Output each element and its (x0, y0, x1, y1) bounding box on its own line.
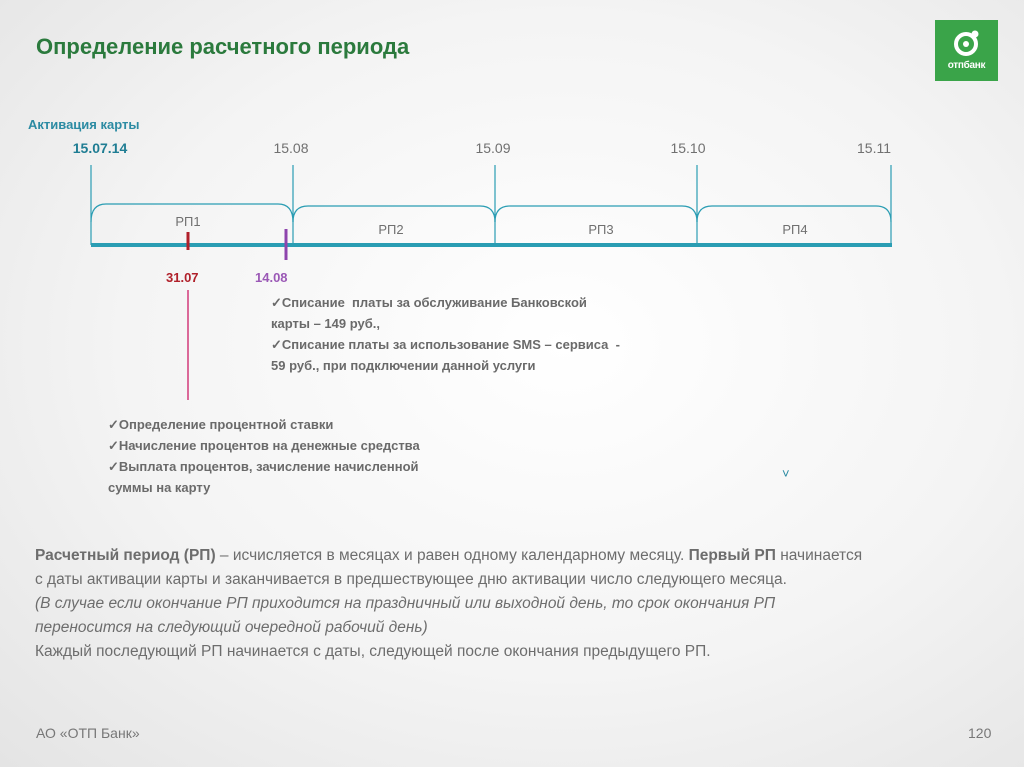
fees-list (271, 292, 620, 376)
list-item: ✓Определение процентной ставки (108, 417, 334, 432)
brace-rp4 (697, 206, 891, 222)
paragraph-text: – исчисляется в месяцах и равен одному календарному месяцу. (215, 547, 689, 564)
list-item: карты – 149 руб., (271, 316, 380, 331)
period-rp2: РП2 (378, 222, 404, 237)
list-item: 59 руб., при подключении данной услуги (271, 358, 536, 373)
brace-rp2 (293, 206, 495, 222)
list-item: ✓Списание платы за обслуживание Банковской (271, 295, 587, 310)
paragraph-line-5: Каждый последующий РП начинается с даты, следующей после окончания предыдущего РП. (35, 643, 711, 660)
paragraph-note: (В случае если окончание РП приходится на праздничный или выходной день, то срок окончания РП (35, 595, 776, 612)
logo-text: отпбанк (947, 60, 986, 71)
definition-paragraph (35, 544, 995, 664)
term-rp: Расчетный период (РП) (35, 547, 216, 564)
date-activation: 15.07.14 (72, 140, 128, 156)
period-rp3: РП3 (588, 222, 614, 237)
activation-label: Активация карты (28, 117, 140, 132)
brace-rp3 (495, 206, 697, 222)
date-15-10: 15.10 (670, 140, 706, 156)
paragraph-line-4 (35, 616, 995, 640)
footer-company: АО «ОТП Банк» (36, 725, 140, 741)
interest-list (108, 414, 420, 498)
paragraph-line-1 (35, 544, 995, 568)
date-15-09: 15.09 (475, 140, 511, 156)
date-15-08: 15.08 (273, 140, 309, 156)
paragraph-text: начинается (775, 547, 863, 564)
term-first-rp: Первый РП (688, 547, 776, 564)
list-item: суммы на карту (108, 480, 211, 495)
date-15-11: 15.11 (857, 140, 891, 156)
period-rp1: РП1 (175, 214, 201, 229)
marker-label-31-07: 31.07 (166, 270, 199, 285)
paragraph-line-2: с даты активации карты и заканчивается в предшествующее дню активации число следующего месяца. (35, 571, 787, 588)
period-rp4: РП4 (782, 222, 808, 237)
page-title: Определение расчетного периода (36, 34, 410, 59)
paragraph-note: переносится на следующий очередной рабочий день) (35, 619, 428, 636)
list-item: ✓Выплата процентов, зачисление начисленной (108, 459, 419, 474)
marker-label-14-08: 14.08 (255, 270, 288, 285)
list-item: ✓Списание платы за использование SMS – сервиса - (271, 337, 620, 352)
page-number: 120 (968, 725, 992, 741)
stray-checkmark: ˅ (782, 466, 790, 481)
list-item: ✓Начисление процентов на денежные средства (108, 438, 420, 453)
paragraph-line-3 (35, 592, 995, 616)
